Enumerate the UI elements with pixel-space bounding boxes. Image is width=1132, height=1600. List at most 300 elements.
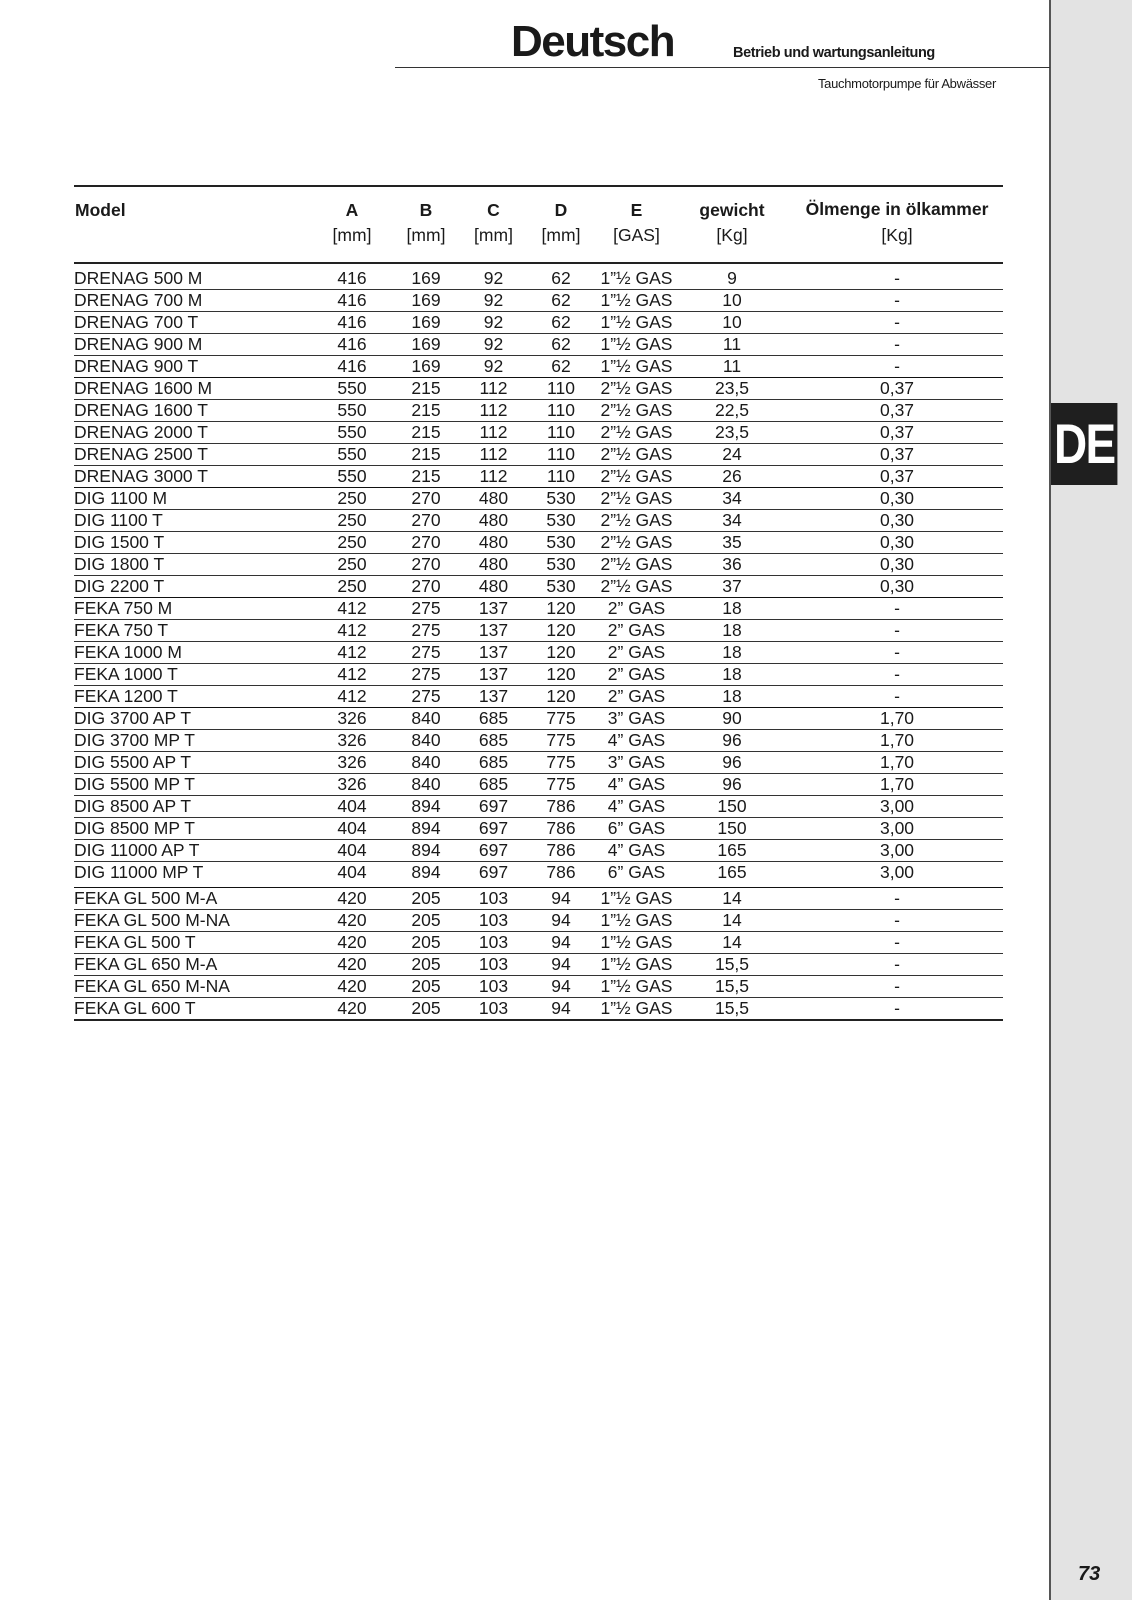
e-cell: 1”½ GAS bbox=[600, 312, 673, 332]
oil-cell: 0,30 bbox=[791, 532, 1003, 554]
d-cell: 530 bbox=[522, 532, 600, 554]
e-cell: 2”½ GAS bbox=[600, 488, 673, 508]
table-row bbox=[74, 664, 1003, 686]
a-cell: 550 bbox=[317, 444, 387, 466]
c-cell: 92 bbox=[465, 356, 522, 378]
b-cell: 270 bbox=[387, 532, 465, 554]
e-cell: 3” GAS bbox=[600, 708, 673, 730]
d-cell: 110 bbox=[522, 466, 600, 488]
language-tab: DE bbox=[1051, 403, 1117, 485]
d-cell: 62 bbox=[522, 312, 600, 334]
model-cell: DIG 3700 MP T bbox=[74, 730, 317, 752]
table-row bbox=[74, 290, 1003, 312]
d-cell: 94 bbox=[522, 932, 600, 954]
a-cell: 416 bbox=[317, 356, 387, 378]
model-cell: DRENAG 3000 T bbox=[74, 466, 317, 488]
model-cell: DIG 2200 T bbox=[74, 576, 317, 598]
a-cell: 416 bbox=[317, 263, 387, 290]
a-cell: 404 bbox=[317, 818, 387, 840]
table-row bbox=[74, 620, 1003, 642]
model-cell: FEKA GL 500 T bbox=[74, 932, 317, 954]
e-cell: 2”½ GAS bbox=[600, 422, 673, 442]
d-cell: 120 bbox=[522, 686, 600, 708]
d-cell: 120 bbox=[522, 642, 600, 664]
oil-cell: - bbox=[791, 598, 1003, 620]
d-cell: 94 bbox=[522, 888, 600, 910]
e-cell: 2”½ GAS bbox=[600, 466, 673, 486]
c-cell: 92 bbox=[465, 290, 522, 312]
c-cell: 480 bbox=[465, 532, 522, 554]
d-cell: 530 bbox=[522, 554, 600, 576]
e-cell: 6” GAS bbox=[600, 818, 673, 840]
c-cell: 685 bbox=[465, 730, 522, 752]
weight-cell: 34 bbox=[673, 488, 791, 510]
weight-cell: 14 bbox=[673, 888, 791, 910]
b-cell: 215 bbox=[387, 466, 465, 488]
a-cell: 550 bbox=[317, 378, 387, 400]
e-cell: 2”½ GAS bbox=[600, 378, 673, 398]
a-cell: 550 bbox=[317, 400, 387, 422]
oil-cell: - bbox=[791, 910, 1003, 932]
oil-cell: - bbox=[791, 686, 1003, 708]
unit-d: [mm] bbox=[522, 225, 600, 263]
e-cell: 2”½ GAS bbox=[600, 510, 673, 530]
a-cell: 250 bbox=[317, 576, 387, 598]
oil-cell: - bbox=[791, 263, 1003, 290]
b-cell: 169 bbox=[387, 263, 465, 290]
b-cell: 205 bbox=[387, 910, 465, 932]
model-cell: FEKA 1000 T bbox=[74, 664, 317, 686]
model-cell: DRENAG 500 M bbox=[74, 263, 317, 290]
header-product: Tauchmotorpumpe für Abwässer bbox=[817, 76, 996, 91]
b-cell: 840 bbox=[387, 774, 465, 796]
b-cell: 215 bbox=[387, 400, 465, 422]
a-cell: 250 bbox=[317, 510, 387, 532]
e-cell: 1”½ GAS bbox=[600, 932, 673, 952]
a-cell: 416 bbox=[317, 312, 387, 334]
unit-weight: [Kg] bbox=[673, 225, 791, 263]
a-cell: 420 bbox=[317, 976, 387, 998]
weight-cell: 14 bbox=[673, 910, 791, 932]
spec-table bbox=[74, 185, 1003, 1021]
model-cell: DIG 8500 MP T bbox=[74, 818, 317, 840]
weight-cell: 22,5 bbox=[673, 400, 791, 422]
a-cell: 404 bbox=[317, 840, 387, 862]
model-cell: DIG 5500 AP T bbox=[74, 752, 317, 774]
c-cell: 685 bbox=[465, 752, 522, 774]
b-cell: 270 bbox=[387, 554, 465, 576]
e-cell: 1”½ GAS bbox=[600, 334, 673, 354]
a-cell: 420 bbox=[317, 932, 387, 954]
c-cell: 685 bbox=[465, 774, 522, 796]
a-cell: 412 bbox=[317, 620, 387, 642]
a-cell: 550 bbox=[317, 422, 387, 444]
d-cell: 110 bbox=[522, 422, 600, 444]
weight-cell: 150 bbox=[673, 818, 791, 840]
d-cell: 530 bbox=[522, 488, 600, 510]
b-cell: 275 bbox=[387, 598, 465, 620]
c-cell: 480 bbox=[465, 576, 522, 598]
model-cell: DIG 1800 T bbox=[74, 554, 317, 576]
b-cell: 894 bbox=[387, 840, 465, 862]
a-cell: 404 bbox=[317, 796, 387, 818]
model-cell: DRENAG 900 M bbox=[74, 334, 317, 356]
oil-cell: 0,30 bbox=[791, 488, 1003, 510]
col-header-model: Model bbox=[74, 186, 317, 225]
c-cell: 697 bbox=[465, 796, 522, 818]
d-cell: 62 bbox=[522, 290, 600, 312]
table-row bbox=[74, 774, 1003, 796]
d-cell: 530 bbox=[522, 510, 600, 532]
e-cell: 1”½ GAS bbox=[600, 290, 673, 310]
d-cell: 120 bbox=[522, 620, 600, 642]
weight-cell: 23,5 bbox=[673, 378, 791, 400]
d-cell: 786 bbox=[522, 840, 600, 862]
e-cell: 3” GAS bbox=[600, 752, 673, 774]
a-cell: 416 bbox=[317, 290, 387, 312]
col-header-oil: Ölmenge in ölkammer bbox=[791, 186, 1003, 225]
oil-cell: 0,37 bbox=[791, 422, 1003, 444]
table-body bbox=[74, 263, 1003, 1020]
weight-cell: 9 bbox=[673, 263, 791, 290]
c-cell: 137 bbox=[465, 642, 522, 664]
e-cell: 2” GAS bbox=[600, 598, 673, 620]
table-units-row bbox=[74, 225, 1003, 263]
c-cell: 137 bbox=[465, 620, 522, 642]
table-row bbox=[74, 510, 1003, 532]
d-cell: 775 bbox=[522, 730, 600, 752]
oil-cell: 0,30 bbox=[791, 510, 1003, 532]
weight-cell: 165 bbox=[673, 840, 791, 862]
c-cell: 92 bbox=[465, 263, 522, 290]
table-row bbox=[74, 862, 1003, 888]
model-cell: FEKA 750 M bbox=[74, 598, 317, 620]
unit-a: [mm] bbox=[317, 225, 387, 263]
a-cell: 412 bbox=[317, 598, 387, 620]
oil-cell: 0,37 bbox=[791, 466, 1003, 488]
b-cell: 169 bbox=[387, 312, 465, 334]
e-cell: 4” GAS bbox=[600, 774, 673, 796]
weight-cell: 15,5 bbox=[673, 976, 791, 998]
b-cell: 205 bbox=[387, 954, 465, 976]
e-cell: 2”½ GAS bbox=[600, 576, 673, 596]
table-row bbox=[74, 554, 1003, 576]
weight-cell: 18 bbox=[673, 598, 791, 620]
table-row bbox=[74, 356, 1003, 378]
c-cell: 697 bbox=[465, 862, 522, 888]
weight-cell: 36 bbox=[673, 554, 791, 576]
weight-cell: 15,5 bbox=[673, 998, 791, 1021]
a-cell: 250 bbox=[317, 488, 387, 510]
d-cell: 120 bbox=[522, 598, 600, 620]
c-cell: 697 bbox=[465, 840, 522, 862]
a-cell: 420 bbox=[317, 910, 387, 932]
table-row bbox=[74, 422, 1003, 444]
model-cell: FEKA GL 650 M-NA bbox=[74, 976, 317, 998]
weight-cell: 18 bbox=[673, 664, 791, 686]
c-cell: 92 bbox=[465, 334, 522, 356]
c-cell: 480 bbox=[465, 510, 522, 532]
b-cell: 275 bbox=[387, 642, 465, 664]
model-cell: FEKA 1200 T bbox=[74, 686, 317, 708]
a-cell: 412 bbox=[317, 686, 387, 708]
d-cell: 62 bbox=[522, 356, 600, 378]
a-cell: 412 bbox=[317, 642, 387, 664]
e-cell: 2” GAS bbox=[600, 642, 673, 664]
d-cell: 786 bbox=[522, 818, 600, 840]
b-cell: 894 bbox=[387, 818, 465, 840]
table-row bbox=[74, 796, 1003, 818]
table-row bbox=[74, 840, 1003, 862]
model-cell: DIG 5500 MP T bbox=[74, 774, 317, 796]
model-cell: DIG 1100 T bbox=[74, 510, 317, 532]
table-row bbox=[74, 444, 1003, 466]
table-row bbox=[74, 263, 1003, 290]
table-row bbox=[74, 708, 1003, 730]
oil-cell: 0,37 bbox=[791, 400, 1003, 422]
oil-cell: - bbox=[791, 312, 1003, 334]
b-cell: 169 bbox=[387, 356, 465, 378]
table-row bbox=[74, 488, 1003, 510]
table-row bbox=[74, 818, 1003, 840]
d-cell: 62 bbox=[522, 334, 600, 356]
e-cell: 2”½ GAS bbox=[600, 554, 673, 574]
oil-cell: - bbox=[791, 290, 1003, 312]
b-cell: 215 bbox=[387, 378, 465, 400]
b-cell: 205 bbox=[387, 932, 465, 954]
table-row bbox=[74, 378, 1003, 400]
b-cell: 275 bbox=[387, 620, 465, 642]
model-cell: DRENAG 700 T bbox=[74, 312, 317, 334]
d-cell: 775 bbox=[522, 774, 600, 796]
d-cell: 775 bbox=[522, 752, 600, 774]
d-cell: 110 bbox=[522, 378, 600, 400]
side-margin-strip bbox=[1049, 0, 1132, 1600]
c-cell: 103 bbox=[465, 998, 522, 1021]
oil-cell: 3,00 bbox=[791, 840, 1003, 862]
e-cell: 2” GAS bbox=[600, 620, 673, 642]
weight-cell: 10 bbox=[673, 312, 791, 334]
unit-c: [mm] bbox=[465, 225, 522, 263]
col-header-c: C bbox=[465, 186, 522, 225]
unit-b: [mm] bbox=[387, 225, 465, 263]
e-cell: 1”½ GAS bbox=[600, 954, 673, 974]
c-cell: 112 bbox=[465, 378, 522, 400]
col-header-e: E bbox=[600, 186, 673, 225]
e-cell: 1”½ GAS bbox=[600, 263, 673, 290]
header-rule bbox=[395, 67, 1050, 68]
b-cell: 840 bbox=[387, 752, 465, 774]
e-cell: 1”½ GAS bbox=[600, 356, 673, 376]
oil-cell: - bbox=[791, 356, 1003, 378]
a-cell: 404 bbox=[317, 862, 387, 888]
weight-cell: 14 bbox=[673, 932, 791, 954]
a-cell: 416 bbox=[317, 334, 387, 356]
a-cell: 420 bbox=[317, 954, 387, 976]
e-cell: 2” GAS bbox=[600, 664, 673, 686]
b-cell: 270 bbox=[387, 510, 465, 532]
c-cell: 103 bbox=[465, 954, 522, 976]
table-row bbox=[74, 532, 1003, 554]
page-number: 73 bbox=[1078, 1563, 1101, 1585]
oil-cell: - bbox=[791, 664, 1003, 686]
e-cell: 1”½ GAS bbox=[600, 910, 673, 930]
a-cell: 412 bbox=[317, 664, 387, 686]
table-row bbox=[74, 932, 1003, 954]
oil-cell: - bbox=[791, 932, 1003, 954]
weight-cell: 96 bbox=[673, 774, 791, 796]
weight-cell: 37 bbox=[673, 576, 791, 598]
oil-cell: - bbox=[791, 620, 1003, 642]
b-cell: 205 bbox=[387, 998, 465, 1021]
c-cell: 137 bbox=[465, 664, 522, 686]
oil-cell: 0,30 bbox=[791, 554, 1003, 576]
model-cell: DRENAG 1600 M bbox=[74, 378, 317, 400]
c-cell: 480 bbox=[465, 554, 522, 576]
oil-cell: 1,70 bbox=[791, 774, 1003, 796]
b-cell: 169 bbox=[387, 334, 465, 356]
a-cell: 250 bbox=[317, 554, 387, 576]
e-cell: 4” GAS bbox=[600, 840, 673, 862]
col-header-b: B bbox=[387, 186, 465, 225]
b-cell: 270 bbox=[387, 576, 465, 598]
weight-cell: 96 bbox=[673, 752, 791, 774]
model-cell: DIG 11000 MP T bbox=[74, 862, 317, 888]
col-header-weight: gewicht bbox=[673, 186, 791, 225]
model-cell: FEKA 1000 M bbox=[74, 642, 317, 664]
c-cell: 103 bbox=[465, 910, 522, 932]
unit-e: [GAS] bbox=[600, 225, 673, 263]
b-cell: 169 bbox=[387, 290, 465, 312]
c-cell: 112 bbox=[465, 466, 522, 488]
table-row bbox=[74, 400, 1003, 422]
oil-cell: - bbox=[791, 998, 1003, 1021]
table-row bbox=[74, 334, 1003, 356]
a-cell: 326 bbox=[317, 752, 387, 774]
d-cell: 110 bbox=[522, 400, 600, 422]
weight-cell: 11 bbox=[673, 356, 791, 378]
oil-cell: 1,70 bbox=[791, 752, 1003, 774]
a-cell: 420 bbox=[317, 888, 387, 910]
b-cell: 215 bbox=[387, 444, 465, 466]
oil-cell: 0,30 bbox=[791, 576, 1003, 598]
col-header-a: A bbox=[317, 186, 387, 225]
model-cell: DIG 1500 T bbox=[74, 532, 317, 554]
b-cell: 894 bbox=[387, 796, 465, 818]
b-cell: 205 bbox=[387, 976, 465, 998]
table-row bbox=[74, 998, 1003, 1021]
weight-cell: 15,5 bbox=[673, 954, 791, 976]
e-cell: 1”½ GAS bbox=[600, 998, 673, 1018]
weight-cell: 10 bbox=[673, 290, 791, 312]
model-cell: DRENAG 2000 T bbox=[74, 422, 317, 444]
model-cell: DRENAG 900 T bbox=[74, 356, 317, 378]
weight-cell: 18 bbox=[673, 642, 791, 664]
c-cell: 480 bbox=[465, 488, 522, 510]
d-cell: 62 bbox=[522, 263, 600, 290]
model-cell: DRENAG 1600 T bbox=[74, 400, 317, 422]
c-cell: 697 bbox=[465, 818, 522, 840]
model-cell: FEKA 750 T bbox=[74, 620, 317, 642]
c-cell: 137 bbox=[465, 686, 522, 708]
weight-cell: 35 bbox=[673, 532, 791, 554]
weight-cell: 165 bbox=[673, 862, 791, 888]
table-row bbox=[74, 954, 1003, 976]
table-header-row bbox=[74, 186, 1003, 225]
model-cell: DRENAG 700 M bbox=[74, 290, 317, 312]
c-cell: 112 bbox=[465, 400, 522, 422]
model-cell: DIG 11000 AP T bbox=[74, 840, 317, 862]
table-row bbox=[74, 466, 1003, 488]
oil-cell: - bbox=[791, 954, 1003, 976]
b-cell: 840 bbox=[387, 708, 465, 730]
c-cell: 137 bbox=[465, 598, 522, 620]
model-cell: FEKA GL 500 M-A bbox=[74, 888, 317, 910]
weight-cell: 18 bbox=[673, 686, 791, 708]
weight-cell: 18 bbox=[673, 620, 791, 642]
a-cell: 420 bbox=[317, 998, 387, 1021]
weight-cell: 150 bbox=[673, 796, 791, 818]
table-row bbox=[74, 576, 1003, 598]
b-cell: 215 bbox=[387, 422, 465, 444]
model-cell: FEKA GL 650 M-A bbox=[74, 954, 317, 976]
c-cell: 112 bbox=[465, 444, 522, 466]
a-cell: 326 bbox=[317, 708, 387, 730]
oil-cell: 3,00 bbox=[791, 818, 1003, 840]
table-row bbox=[74, 910, 1003, 932]
e-cell: 1”½ GAS bbox=[600, 976, 673, 996]
oil-cell: 3,00 bbox=[791, 862, 1003, 888]
table-row bbox=[74, 312, 1003, 334]
b-cell: 205 bbox=[387, 888, 465, 910]
d-cell: 94 bbox=[522, 998, 600, 1021]
oil-cell: 1,70 bbox=[791, 730, 1003, 752]
model-cell: DIG 3700 AP T bbox=[74, 708, 317, 730]
a-cell: 250 bbox=[317, 532, 387, 554]
b-cell: 840 bbox=[387, 730, 465, 752]
weight-cell: 96 bbox=[673, 730, 791, 752]
d-cell: 94 bbox=[522, 954, 600, 976]
weight-cell: 11 bbox=[673, 334, 791, 356]
table-row bbox=[74, 598, 1003, 620]
oil-cell: - bbox=[791, 888, 1003, 910]
table-row bbox=[74, 888, 1003, 910]
e-cell: 4” GAS bbox=[600, 730, 673, 752]
c-cell: 685 bbox=[465, 708, 522, 730]
a-cell: 326 bbox=[317, 774, 387, 796]
d-cell: 110 bbox=[522, 444, 600, 466]
c-cell: 103 bbox=[465, 932, 522, 954]
weight-cell: 24 bbox=[673, 444, 791, 466]
e-cell: 2”½ GAS bbox=[600, 400, 673, 420]
b-cell: 894 bbox=[387, 862, 465, 888]
table-row bbox=[74, 730, 1003, 752]
c-cell: 112 bbox=[465, 422, 522, 444]
b-cell: 275 bbox=[387, 664, 465, 686]
table-row bbox=[74, 642, 1003, 664]
d-cell: 786 bbox=[522, 862, 600, 888]
e-cell: 2” GAS bbox=[600, 686, 673, 708]
weight-cell: 23,5 bbox=[673, 422, 791, 444]
model-cell: DRENAG 2500 T bbox=[74, 444, 317, 466]
unit-model bbox=[74, 225, 317, 263]
c-cell: 103 bbox=[465, 888, 522, 910]
oil-cell: 0,37 bbox=[791, 444, 1003, 466]
oil-cell: 3,00 bbox=[791, 796, 1003, 818]
d-cell: 786 bbox=[522, 796, 600, 818]
model-cell: DIG 8500 AP T bbox=[74, 796, 317, 818]
e-cell: 1”½ GAS bbox=[600, 888, 673, 908]
